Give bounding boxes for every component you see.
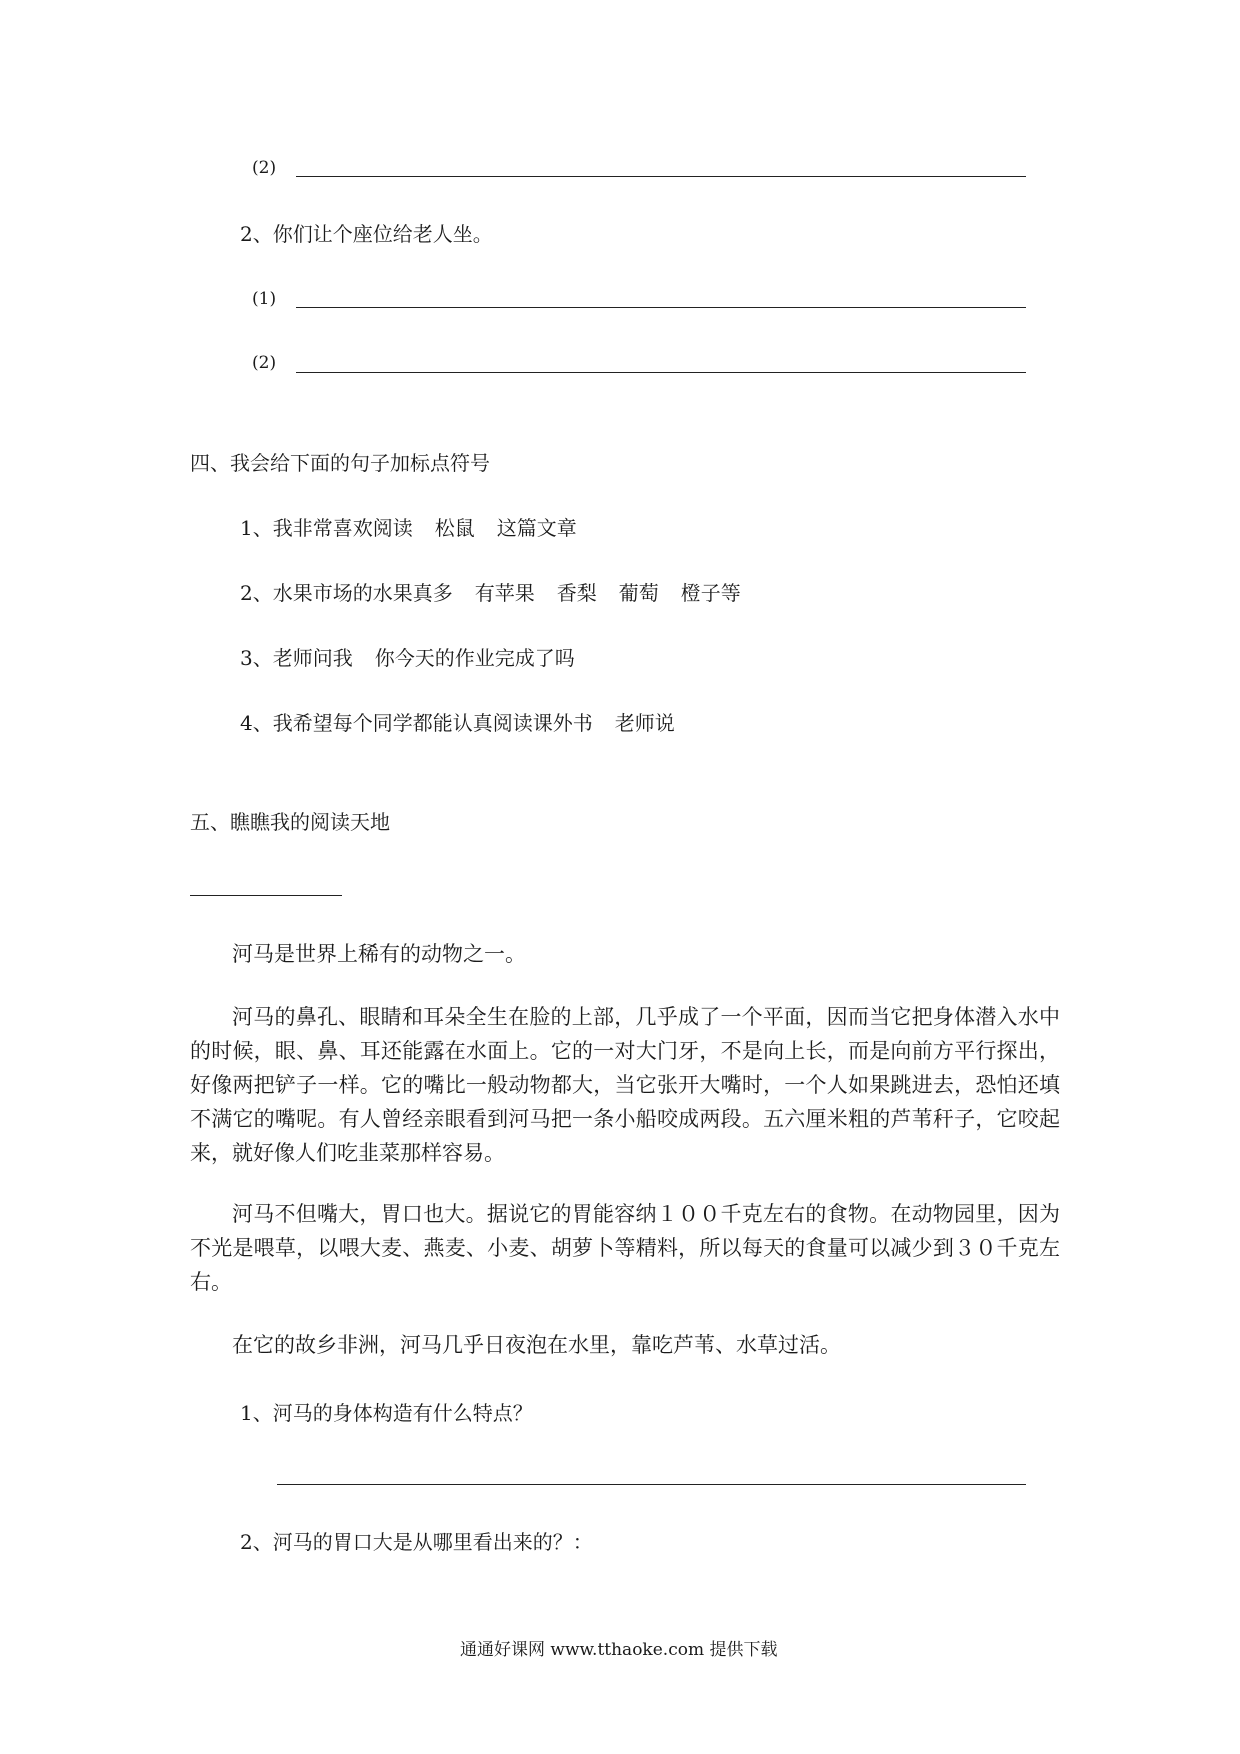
- reading-paragraph: 河马的鼻孔、眼睛和耳朵全生在脸的上部，几乎成了一个平面，因而当它把身体潜入水中的时候，眼、鼻、耳还能露在水面上。它的一对大门牙，不是向上长，而是向前方平行探出，好像两把铲子一样。它的嘴比一般动物都大，当它张开大嘴时，一个人如果跳进去，恐怕还填不满它的嘴呢。有人曾经亲眼看到河马把一条小船咬成两段。五六厘米粗的芦苇秆子，它咬起来，就好像人们吃韭菜那样容易。: [190, 1005, 1060, 1165]
- item-part: 你今天的作业完成了吗: [374, 646, 575, 670]
- item-part: 这篇文章: [496, 516, 577, 540]
- answer-line[interactable]: [296, 372, 1026, 373]
- reading-question: 1、河马的身体构造有什么特点？: [240, 1401, 533, 1425]
- footer-text: 通通好课网 www.tthaoke.com 提供下载: [460, 1640, 778, 1660]
- item-part: 香梨: [556, 581, 597, 605]
- item-part: 葡萄: [618, 581, 659, 605]
- rewrite-label-2: (2): [252, 353, 277, 373]
- item-part: 有苹果: [474, 581, 535, 605]
- item-part: 水果市场的水果真多: [272, 581, 453, 605]
- reading-paragraph: 河马是世界上稀有的动物之一。: [232, 942, 526, 966]
- item-number: 1、: [240, 516, 273, 540]
- rewrite-label-2: (2): [252, 158, 277, 178]
- question-text: 2、你们让个座位给老人坐。: [240, 222, 493, 246]
- section-heading: 四、我会给下面的句子加标点符号: [190, 451, 490, 475]
- reading-paragraph: 在它的故乡非洲，河马几乎日夜泡在水里，靠吃芦苇、水草过活。: [232, 1333, 841, 1357]
- item-part: 橙子等: [680, 581, 741, 605]
- item-part: 老师问我: [272, 646, 353, 670]
- punctuation-item: [240, 713, 675, 733]
- answer-line[interactable]: [296, 307, 1026, 308]
- reading-question: 2、河马的胃口大是从哪里看出来的？：: [240, 1530, 593, 1554]
- punctuation-item: [240, 518, 577, 538]
- item-part: 我希望每个同学都能认真阅读课外书: [272, 711, 593, 735]
- punctuation-item: [240, 648, 575, 668]
- item-part: 松鼠: [434, 516, 475, 540]
- rewrite-label-1: (1): [252, 289, 277, 309]
- item-number: 3、: [240, 646, 273, 670]
- item-number: 2、: [240, 581, 273, 605]
- reading-paragraph: 河马不但嘴大，胃口也大。据说它的胃能容纳１００千克左右的食物。在动物园里，因为不光是喂草，以喂大麦、燕麦、小麦、胡萝卜等精料，所以每天的食量可以减少到３０千克左右。: [190, 1202, 1060, 1294]
- item-part: 我非常喜欢阅读: [272, 516, 413, 540]
- answer-line[interactable]: [277, 1484, 1026, 1485]
- title-blank-line[interactable]: [190, 895, 342, 896]
- item-part: 老师说: [614, 711, 675, 735]
- item-number: 4、: [240, 711, 273, 735]
- section-heading: 五、瞧瞧我的阅读天地: [190, 810, 390, 834]
- answer-line[interactable]: [296, 176, 1026, 177]
- punctuation-item: [240, 583, 741, 603]
